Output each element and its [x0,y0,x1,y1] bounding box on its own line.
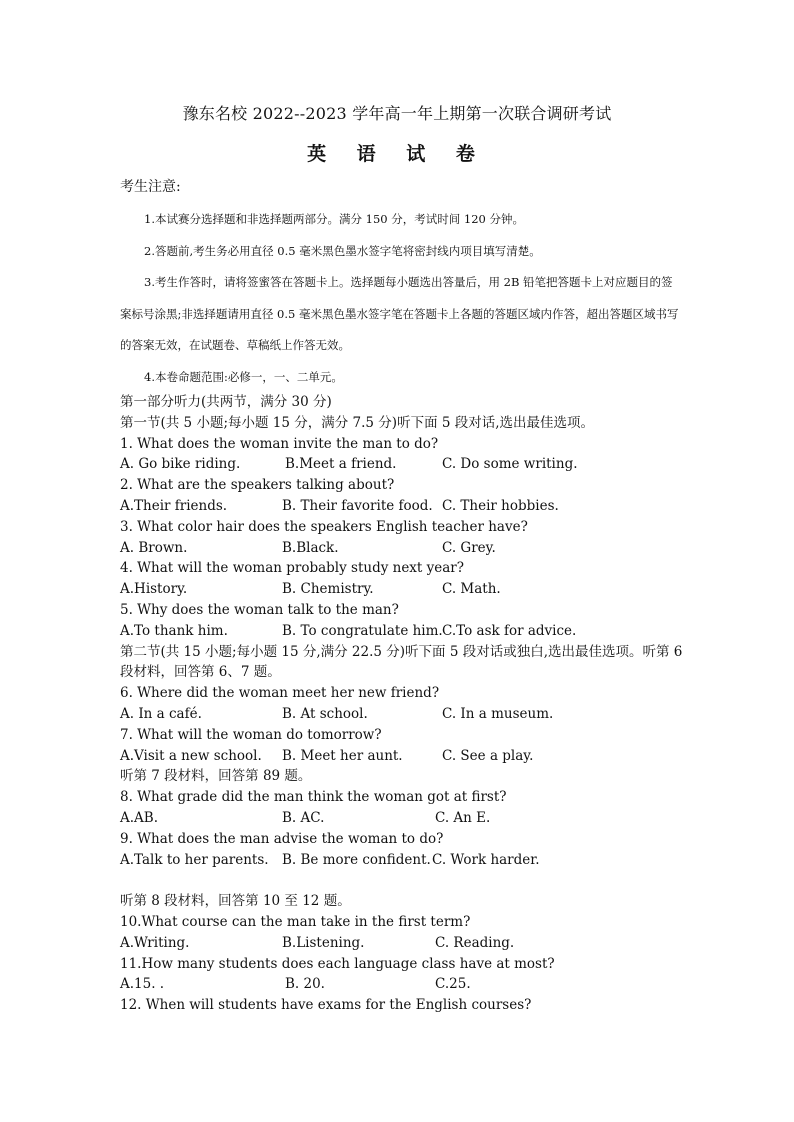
option-b: B. Chemistry. [282,581,374,598]
answer-options [120,454,690,475]
question-text: 4. What will the woman probably study next year? [120,560,464,577]
question-text: 3. What color hair does the speakers English teacher have? [120,518,528,535]
option-b: B.Meet a friend. [285,456,397,473]
part-heading: 第一部分听力(共两节，满分 30 分) [120,394,332,410]
option-a: A. In a café. [120,705,202,722]
exam-subtitle: 英 语 试 卷 [307,143,487,165]
exam-title: 豫东名校 2022--2023 学年高一年上期第一次联合调研考试 [182,104,612,123]
option-c: C. See a play. [442,747,534,764]
option-c: C.To ask for advice. [442,622,577,639]
option-c: C. Do some writing. [442,456,578,473]
question-text: 10.What course can the man take in the first term? [120,913,471,930]
option-a: A.Writing. [120,934,190,951]
notice-item: 1.本试赛分选择题和非选择题两部分。满分 150 分，考试时间 120 分钟。 [144,212,524,226]
notice-list [120,204,680,393]
question-text: 5. Why does the woman talk to the man? [120,601,399,618]
answer-options [120,579,690,600]
option-c: C. In a museum. [442,705,554,722]
question-text: 9. What does the man advise the woman to do? [120,830,444,847]
question-text: 1. What does the woman invite the man to do? [120,435,439,452]
question-text: 11.How many students does each language class have at most? [120,955,555,972]
option-b: B. Meet her aunt. [282,747,403,764]
answer-options [120,704,690,725]
option-a: A.AB. [120,809,159,826]
notice-item: 4.本卷命题范围:必修一，一、二单元。 [144,369,343,384]
answer-options [120,933,690,954]
question-text: 8. What grade did the man think the woman got at first? [120,789,507,806]
option-c: C. Math. [442,581,501,598]
question-text: 6. Where did the woman meet her new friend? [120,685,440,702]
option-a: A.History. [120,581,188,598]
option-b: B.Black. [282,539,339,556]
option-a: A. Go bike riding. [120,456,241,473]
option-c: C. Grey. [442,539,496,556]
option-c: C. Work harder. [432,851,540,868]
question-text: 7. What will the woman do tomorrow? [120,726,382,743]
option-a: A.Their friends. [120,497,228,514]
option-a: A.Visit a new school. [120,747,262,764]
material-8-intro: 听第 8 段材料，回答第 10 至 12 题。 [120,893,351,910]
option-b: B.Listening. [282,934,365,951]
answer-options [120,746,690,767]
option-c: C. Their hobbies. [442,497,559,514]
option-b: B. 20. [285,976,325,993]
option-a: A. Brown. [120,539,188,556]
option-b: B. AC. [282,809,325,826]
option-b: B. To congratulate him. [282,622,443,639]
notice-item: 2.答题前,考生务必用直径 0.5 毫米黑色墨水签字笔将密封线内项目填写清楚。 [144,243,541,258]
question-text: 2. What are the speakers talking about? [120,477,395,494]
answer-options [120,496,690,517]
answer-options [120,621,690,642]
option-c: C. An E. [435,809,491,826]
option-a: A.To thank him. [120,622,228,639]
listening-part [120,392,690,1016]
option-b: B. At school. [282,705,368,722]
notice-heading: 考生注意: [120,179,181,195]
option-b: B. Be more confident. [282,851,431,868]
answer-options [120,808,690,829]
material-7-intro: 听第 7 段材料，回答第 89 题。 [120,768,312,785]
answer-options [120,850,690,871]
option-a: A.Talk to her parents. [120,851,269,868]
answer-options [120,974,690,995]
question-text: 12. When will students have exams for the English courses? [120,997,532,1014]
section1-intro: 第一节(共 5 小题;每小题 15 分，满分 7.5 分)听下面 5 段对话,选出最佳选项。 [120,414,595,431]
notice-item: 3.考生作答时，请将签蜜答在答题卡上。选择题每小题选出答量后，用 2B 铅笔把答题卡上对应题目的签案标号涂黑;非选择题请用直径 0.5 毫米黑色墨水签字笔在答题卡上各题的答题区域内作答，超出答题区域书写的答案无效，在试题卷、草稿纸上作答无效。 [120,275,679,352]
option-c: C. Reading. [435,934,515,951]
option-b: B. Their favorite food. [282,497,433,514]
answer-options [120,538,690,559]
section2-intro: 第二节(共 15 小题;每小题 15 分,满分 22.5 分)听下面 5 段对话或独白,选出最佳选项。听第 6 段材料，回答第 6、7 题。 [120,643,683,681]
option-c: C.25. [435,976,471,993]
option-a: A.15. . [120,976,165,993]
